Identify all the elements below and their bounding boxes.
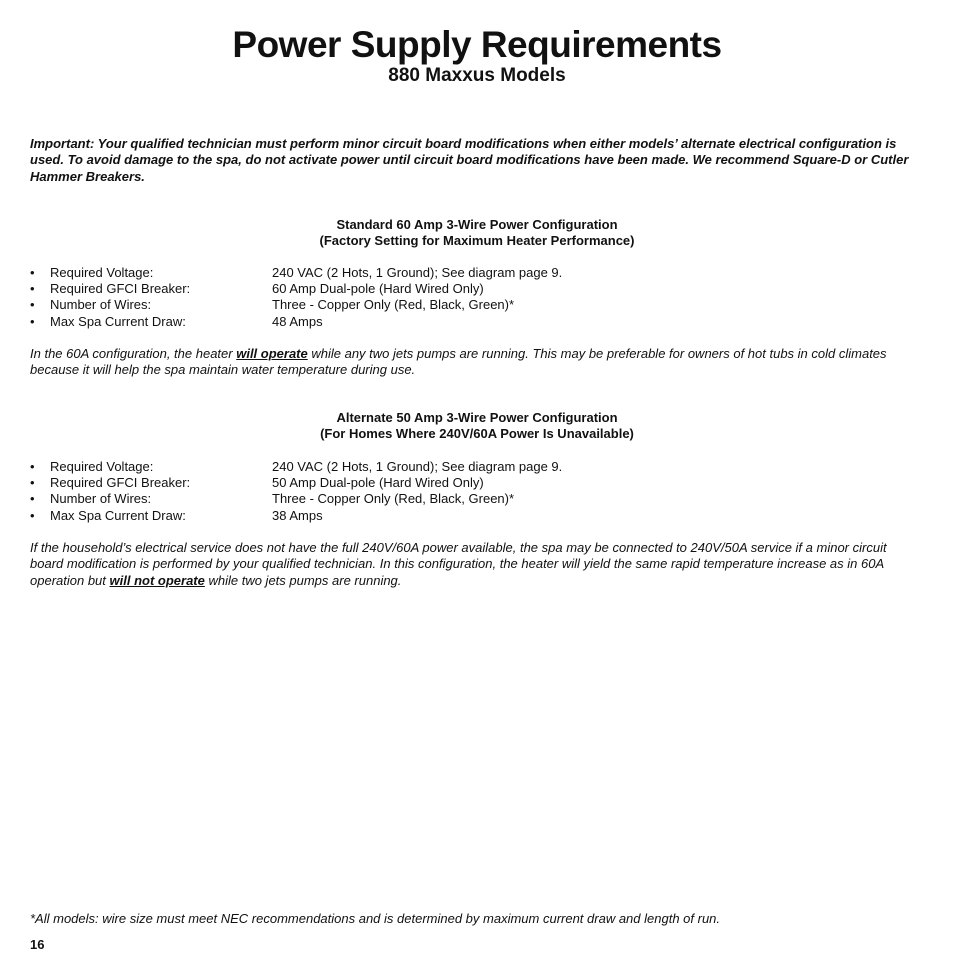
bullet: • [30, 281, 35, 297]
page-subtitle: 880 Maxxus Models [388, 65, 566, 86]
spec-label: Required GFCI Breaker: [50, 475, 191, 491]
section-heading-line1: Standard 60 Amp 3-Wire Power Configuration [336, 217, 618, 232]
spec-label: Required Voltage: [50, 459, 154, 474]
list-item [30, 314, 910, 330]
bullet: • [30, 507, 35, 523]
section-heading-line1: Alternate 50 Amp 3-Wire Power Configuration [336, 410, 618, 425]
spec-label: Number of Wires: [50, 297, 152, 313]
note-emphasis: will operate [236, 346, 308, 361]
section-heading-line2: (Factory Setting for Maximum Heater Performance) [319, 233, 635, 249]
list-item [30, 491, 910, 507]
bullet: • [30, 265, 35, 280]
spec-value: Three - Copper Only (Red, Black, Green)* [272, 491, 515, 507]
spec-list-50a [30, 459, 910, 524]
spec-value: 50 Amp Dual-pole (Hard Wired Only) [272, 475, 484, 491]
spec-label: Required Voltage: [50, 265, 154, 280]
note-text: In the 60A configuration, the heater [30, 346, 237, 361]
bullet: • [30, 475, 35, 491]
note-emphasis: will not operate [109, 572, 205, 588]
spec-value: Three - Copper Only (Red, Black, Green)* [272, 297, 515, 313]
section-60a-heading [0, 217, 954, 250]
list-item [30, 508, 910, 524]
spec-value: 60 Amp Dual-pole (Hard Wired Only) [272, 281, 484, 297]
list-item [30, 265, 910, 281]
note-text: If the household’s electrical service does not have the full 240V/60A power available, the spa may be connected to 240V/50A service if a minor circuit board modification is performed by your qualified technician. In this configuration, the heater will yield the same rapid temperature increase as in 60A operation but [30, 540, 887, 588]
spec-value: 38 Amps [272, 507, 323, 523]
footnote: *All models: wire size must meet NEC recommendations and is determined by maximum current draw and length of run. [30, 911, 721, 926]
section-heading-line2: (For Homes Where 240V/60A Power Is Unavailable) [320, 426, 634, 442]
list-item [30, 475, 910, 491]
bullet: • [30, 491, 35, 507]
bullet: • [30, 459, 35, 474]
note-text: while any two jets pumps are running. This may be preferable for owners of hot tubs in cold climates because it will help the spa maintain water temperature during use. [30, 346, 887, 378]
bullet: • [30, 313, 35, 329]
list-item [30, 297, 910, 313]
spec-label: Max Spa Current Draw: [50, 507, 186, 523]
spec-value: 240 VAC (2 Hots, 1 Ground); See diagram page 9. [272, 265, 563, 280]
page-number: 16 [30, 937, 45, 952]
spec-label: Required GFCI Breaker: [50, 281, 191, 297]
spec-value: 240 VAC (2 Hots, 1 Ground); See diagram page 9. [272, 459, 563, 474]
section-60a-note [30, 346, 910, 379]
page-title: Power Supply Requirements [232, 24, 722, 65]
note-text: while two jets pumps are running. [204, 572, 402, 588]
spec-label: Number of Wires: [50, 491, 152, 507]
list-item [30, 459, 910, 475]
section-50a-heading [0, 410, 954, 443]
section-50a-note [30, 540, 910, 589]
list-item [30, 281, 910, 297]
spec-label: Max Spa Current Draw: [50, 313, 186, 329]
spec-list-60a [30, 265, 910, 330]
bullet: • [30, 297, 35, 313]
important-notice: Important: Your qualified technician must perform minor circuit board modifications when either models’ alternate electrical configuration is used. To avoid damage to the spa, do not activate power until circuit board modifications have been made. We recommend Square-D or Cutler Hammer Breakers. [30, 136, 909, 184]
spec-value: 48 Amps [272, 313, 323, 329]
